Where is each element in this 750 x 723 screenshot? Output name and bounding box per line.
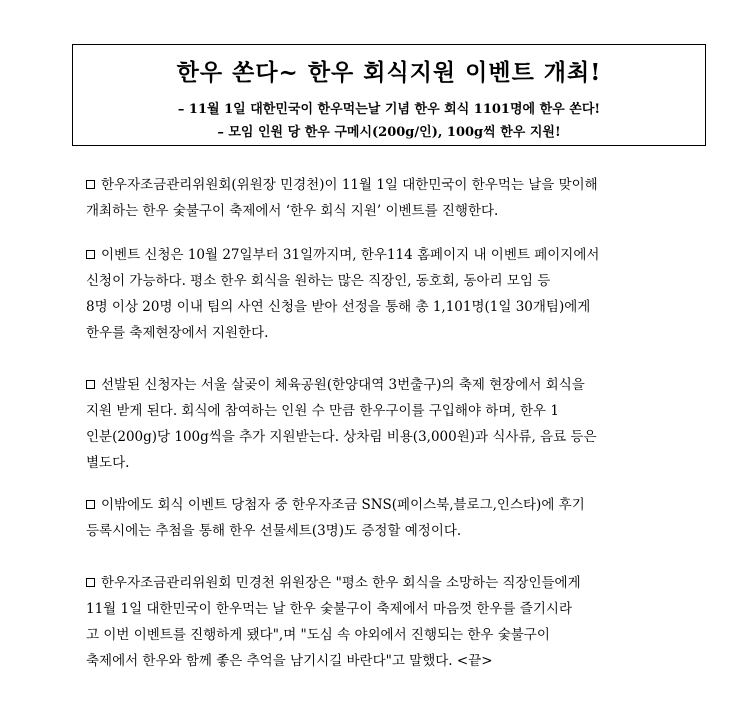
paragraph-text: 이벤트 신청은 10월 27일부터 31일까지며, 한우114 홈페이지 내 이벤트 페이지에서 bbox=[101, 247, 600, 263]
paragraph-text: 한우자조금관리위원회 민경천 위원장은 "평소 한우 회식을 소망하는 직장인들에게 bbox=[101, 575, 581, 591]
paragraph-1 bbox=[86, 172, 686, 224]
paragraph-line: 지원 받게 된다. 회식에 참여하는 인원 수 만큼 한우구이를 구입해야 하며, 한우 1 bbox=[86, 403, 559, 419]
paragraph-5 bbox=[86, 570, 686, 674]
paragraph-4 bbox=[86, 492, 686, 544]
paragraph-3 bbox=[86, 372, 686, 476]
square-bullet-icon bbox=[86, 380, 95, 389]
subtitle-1: – 11월 1일 대한민국이 한우먹는날 기념 한우 회식 1101명에 한우 쏜다! bbox=[177, 102, 601, 117]
paragraph-line: 축제에서 한우와 함께 좋은 추억을 남기시길 바란다"고 말했다. <끝> bbox=[86, 653, 493, 669]
paragraph-text: 선발된 신청자는 서울 살곶이 체육공원(한양대역 3번출구)의 축제 현장에서 회식을 bbox=[101, 377, 585, 393]
paragraph-line: 등록시에는 추첨을 통해 한우 선물세트(3명)도 증정할 예정이다. bbox=[86, 523, 462, 539]
square-bullet-icon bbox=[86, 500, 95, 509]
square-bullet-icon bbox=[86, 578, 95, 587]
paragraph-line: 개최하는 한우 숯불구이 축제에서 ‘한우 회식 지원’ 이벤트를 진행한다. bbox=[86, 203, 499, 219]
paragraph-2 bbox=[86, 242, 686, 346]
document-title: 한우 쏜다~ 한우 회식지원 이벤트 개최! bbox=[176, 59, 602, 86]
paragraph-line: 신청이 가능하다. 평소 한우 회식을 원하는 많은 직장인, 동호회, 동아리 모임 등 bbox=[86, 273, 551, 289]
square-bullet-icon bbox=[86, 250, 95, 259]
paragraph-line: 한우를 축제현장에서 지원한다. bbox=[86, 325, 269, 341]
paragraph-text: 한우자조금관리위원회(위원장 민경천)이 11월 1일 대한민국이 한우먹는 날을 맞이해 bbox=[101, 177, 598, 193]
paragraph-line: 고 이번 이벤트를 진행하게 됐다",며 "도심 속 야외에서 진행되는 한우 숯불구이 bbox=[86, 627, 550, 643]
paragraph-line bbox=[86, 242, 686, 268]
square-bullet-icon bbox=[86, 180, 95, 189]
paragraph-line bbox=[86, 172, 686, 198]
paragraph-line: 11월 1일 대한민국이 한우먹는 날 한우 숯불구이 축제에서 마음껏 한우를 즐기시라 bbox=[86, 601, 572, 617]
paragraph-line: 별도다. bbox=[86, 455, 130, 471]
paragraph-line bbox=[86, 570, 686, 596]
title-box bbox=[72, 44, 706, 146]
subtitle-2: – 모임 인원 당 한우 구메시(200g/인), 100g씩 한우 지원! bbox=[217, 125, 561, 140]
paragraph-line: 8명 이상 20명 이내 팀의 사연 신청을 받아 선정을 통해 총 1,101명(1일 30개팀)에게 bbox=[86, 299, 591, 315]
paragraph-line bbox=[86, 372, 686, 398]
paragraph-text: 이밖에도 회식 이벤트 당첨자 중 한우자조금 SNS(페이스북,블로그,인스타)에 후기 bbox=[101, 497, 585, 513]
paragraph-line: 인분(200g)당 100g씩을 추가 지원받는다. 상차림 비용(3,000원)과 식사류, 음료 등은 bbox=[86, 429, 597, 445]
paragraph-line bbox=[86, 492, 686, 518]
